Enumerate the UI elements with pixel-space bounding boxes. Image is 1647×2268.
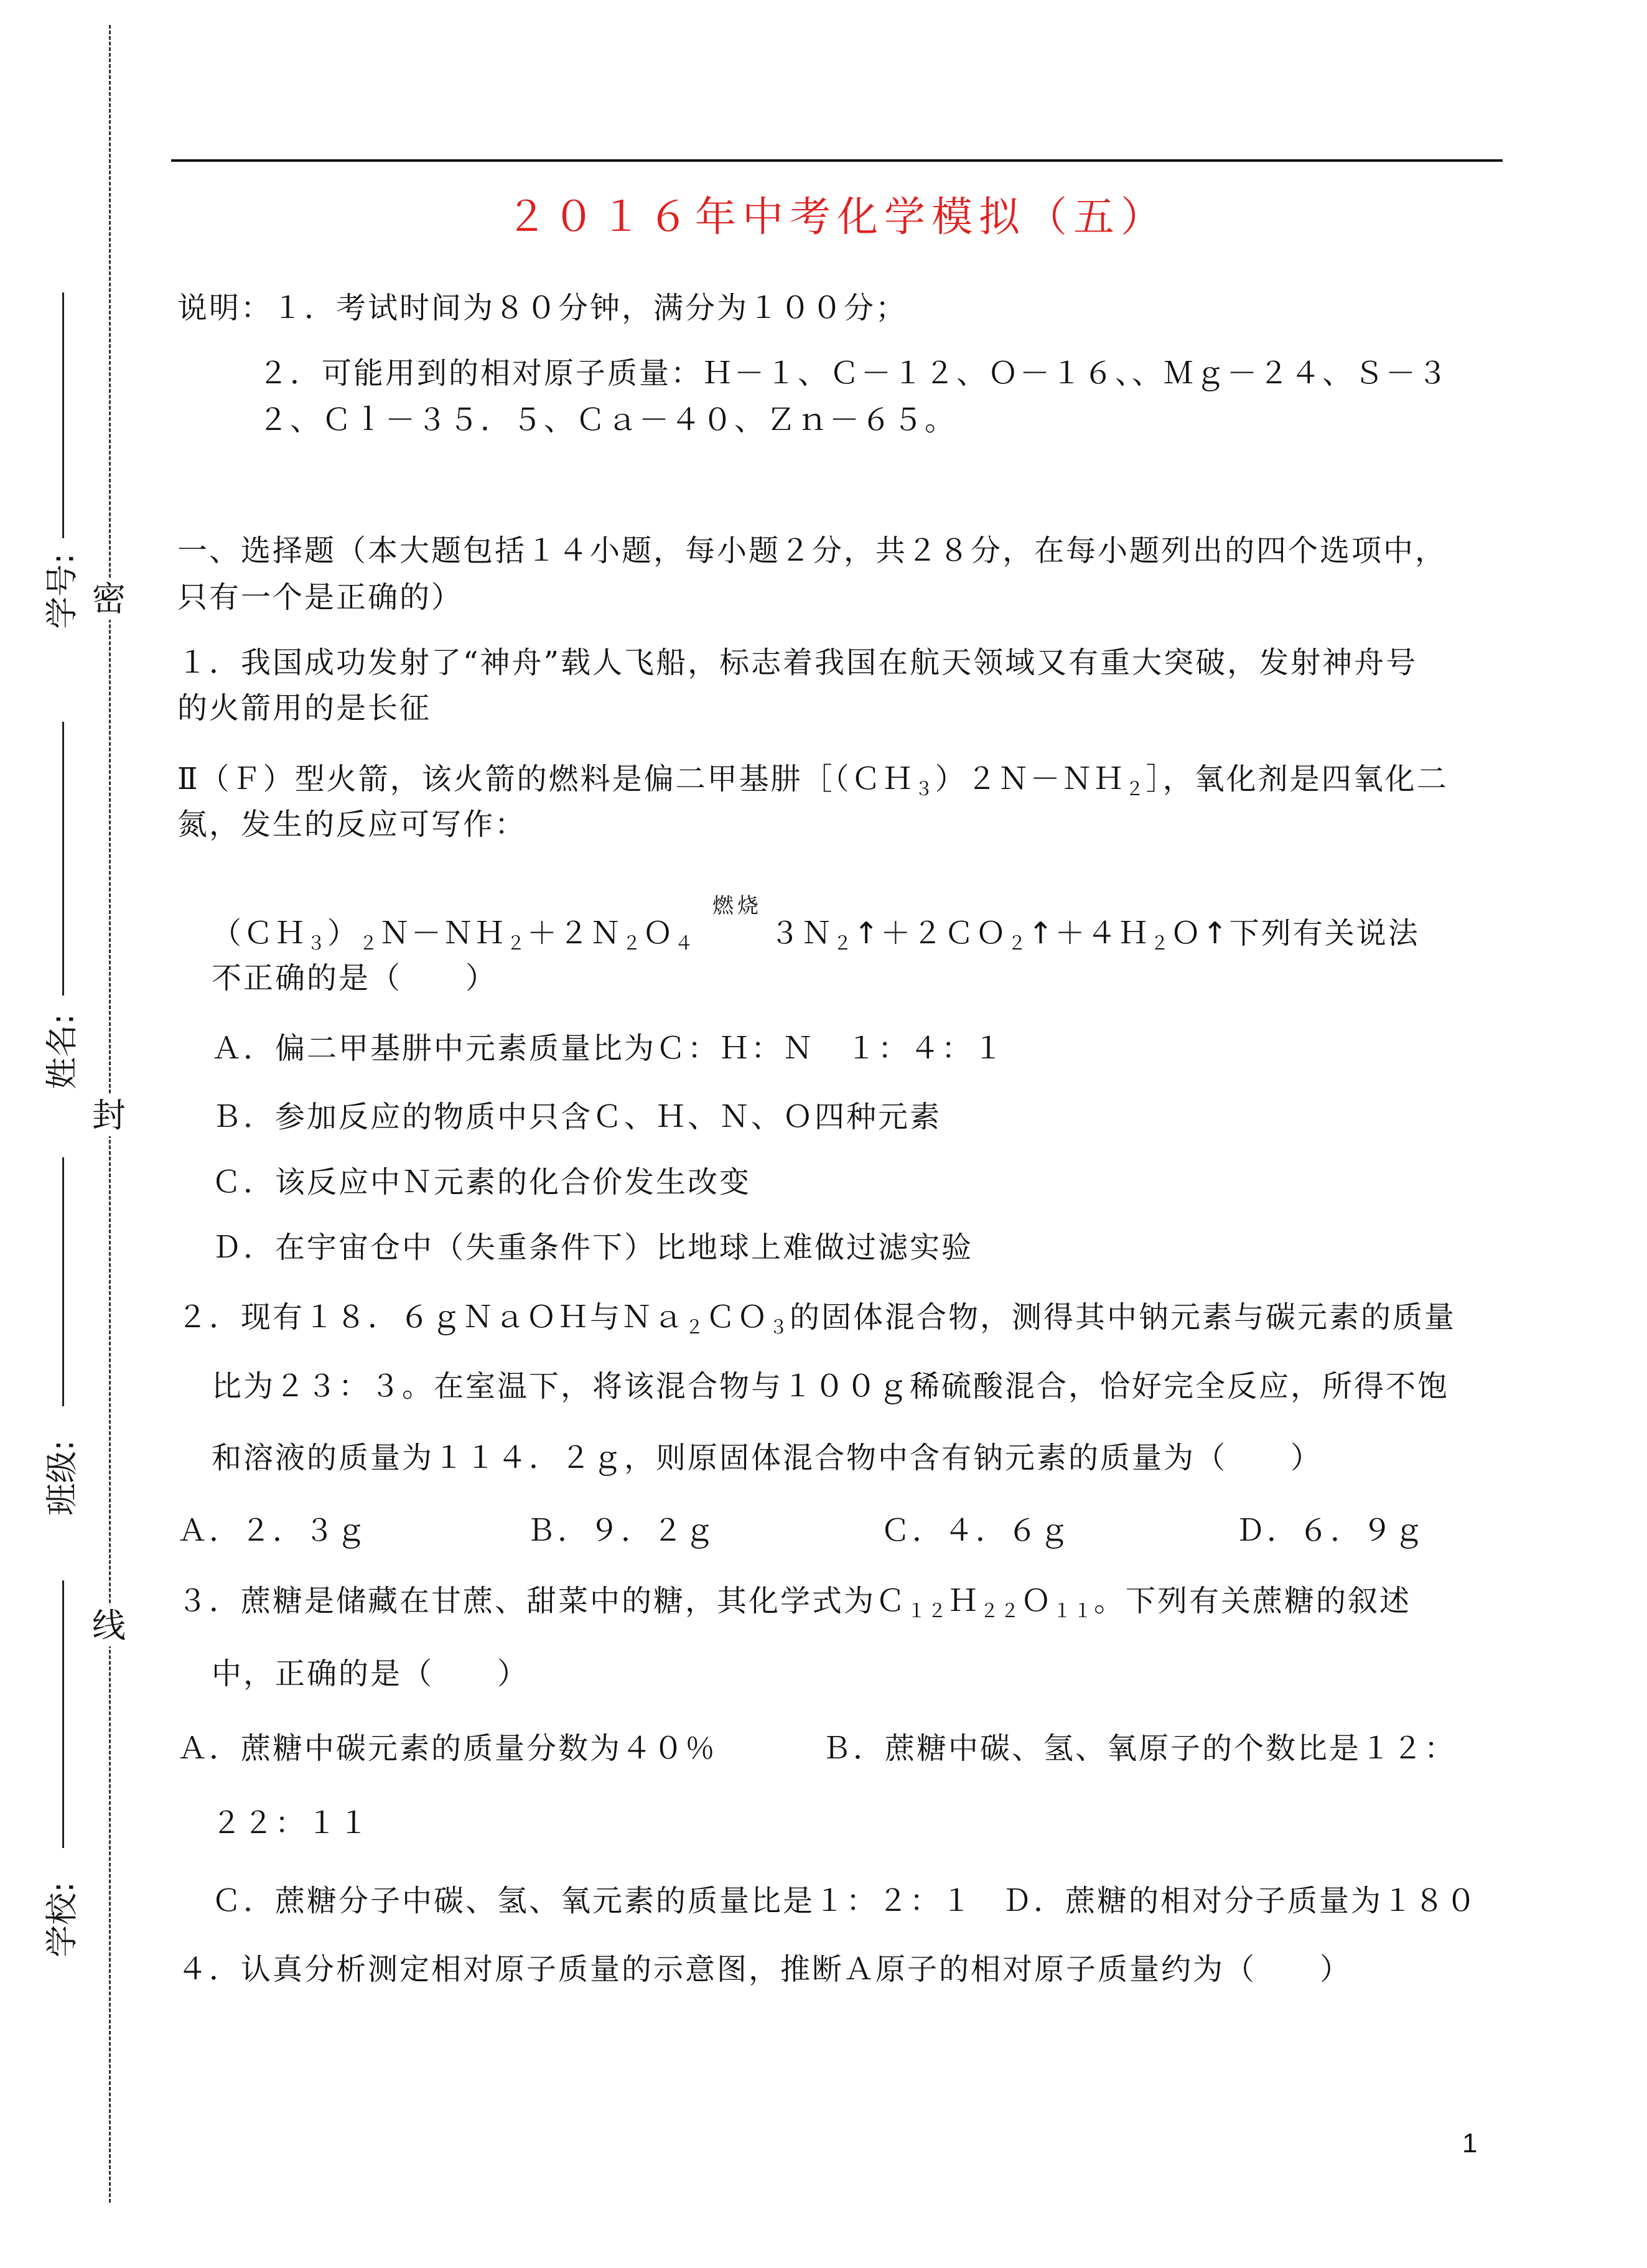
- q1-line-3: Ⅱ（Ｆ）型火箭，该火箭的燃料是偏二甲基肼［（ＣＨ$_3$）２Ｎ－ＮＨ$_2$］，氧化剂是四氧化二: [177, 762, 1449, 800]
- q2-option-d: Ｄ．６．９ｇ: [1235, 1513, 1426, 1548]
- q1-line-1: １．我国成功发射了“神舟”载人飞船，标志着我国在航天领域又有重大突破，发射神舟号: [177, 645, 1418, 680]
- q3-option-a: Ａ．蔗糖中碳元素的质量分数为４０％: [177, 1731, 717, 1766]
- student-id-label: 学号:: [44, 553, 82, 629]
- q1-line-2: 的火箭用的是长征: [177, 691, 432, 726]
- q1-option-a: Ａ．偏二甲基肼中元素质量比为Ｃ：Ｈ：Ｎ １：４：１: [212, 1031, 1005, 1066]
- q2-line-3: 和溶液的质量为１１４．２ｇ，则原固体混合物中含有钠元素的质量为（ ）: [212, 1440, 1323, 1475]
- seal-char-feng: 封: [92, 1096, 126, 1135]
- section-heading-line-2: 只有一个是正确的）: [177, 580, 464, 615]
- instruction-line-2: ２．可能用到的相对原子质量：Ｈ－１、Ｃ－１２、Ｏ－１６、、Ｍｇ－２４、Ｓ－３: [258, 356, 1450, 391]
- page-number: 1: [1462, 2128, 1478, 2158]
- name-label: 姓名:: [44, 1014, 82, 1090]
- instruction-line-1: 说明：１．考试时间为８０分钟，满分为１００分；: [177, 291, 908, 325]
- name-fill-line: [62, 722, 64, 996]
- header-rule: [171, 159, 1503, 162]
- q1-equation-line-2: 不正确的是（ ）: [212, 961, 498, 996]
- reaction-condition: 燃烧: [712, 894, 762, 918]
- instruction-line-3: ２、Ｃｌ－３５．５、Ｃａ－４０、Ｚｎ－６５。: [258, 403, 957, 437]
- q2-option-b: Ｂ．９．２ｇ: [526, 1513, 717, 1548]
- class-label: 班级:: [44, 1440, 82, 1516]
- q3-option-d: Ｄ．蔗糖的相对分子质量为１８０: [1002, 1883, 1478, 1918]
- q2-line-2: 比为２３：３。在室温下，将该混合物与１００ｇ稀硫酸混合，恰好完全反应，所得不饱: [212, 1369, 1450, 1404]
- school-fill-line: [62, 1580, 64, 1848]
- q4-line-1: ４．认真分析测定相对原子质量的示意图，推断Ａ原子的相对原子质量约为（ ）: [177, 1952, 1352, 1987]
- q3-option-c: Ｃ．蔗糖分子中碳、氢、氧元素的质量比是１：２：１: [212, 1883, 974, 1918]
- q3-line-1: ３．蔗糖是储藏在甘蔗、甜菜中的糖，其化学式为Ｃ$_{12}$Ｈ$_{22}$Ｏ$_{11}$。下列有关蔗糖的叙述: [177, 1584, 1412, 1622]
- q3-line-2: 中，正确的是（ ）: [212, 1656, 530, 1691]
- student-id-fill-line: [62, 292, 64, 538]
- seal-char-xian: 线: [92, 1606, 126, 1645]
- q1-option-d: Ｄ．在宇宙仓中（失重条件下）比地球上难做过滤实验: [212, 1230, 974, 1265]
- school-label: 学校:: [44, 1882, 82, 1958]
- q3-option-b: Ｂ．蔗糖中碳、氢、氧原子的个数比是１２：: [821, 1731, 1457, 1766]
- q2-line-1: ２．现有１８．６ｇＮａＯＨ与Ｎａ$_2$ＣＯ$_3$的固体混合物，测得其中钠元素与碳元素的质量: [177, 1300, 1457, 1338]
- q1-option-b: Ｂ．参加反应的物质中只含Ｃ、Ｈ、Ｎ、Ｏ四种元素: [212, 1099, 942, 1134]
- section-heading-line-1: 一、选择题（本大题包括１４小题，每小题２分，共２８分，在每小题列出的四个选项中，: [177, 533, 1447, 568]
- q2-option-c: Ｃ．４．６ｇ: [880, 1513, 1071, 1548]
- seal-char-mi: 密: [92, 579, 126, 618]
- q2-option-a: Ａ．２．３ｇ: [177, 1513, 368, 1548]
- class-fill-line: [62, 1157, 64, 1406]
- q1-equation: $(CH_3)_2N-NH_2+2N_2O_4$ ３Ｎ$_2$↑＋２ＣＯ$_2$↑＋４Ｈ$_2$Ｏ↑下列有关说法: [212, 916, 1420, 954]
- q1-option-c: Ｃ．该反应中Ｎ元素的化合价发生改变: [212, 1165, 752, 1200]
- q3-option-b-cont: ２２：１１: [212, 1806, 371, 1841]
- exam-title: ２０１６年中考化学模拟（五）: [506, 193, 1168, 241]
- q1-line-4: 氮，发生的反应可写作：: [177, 807, 527, 842]
